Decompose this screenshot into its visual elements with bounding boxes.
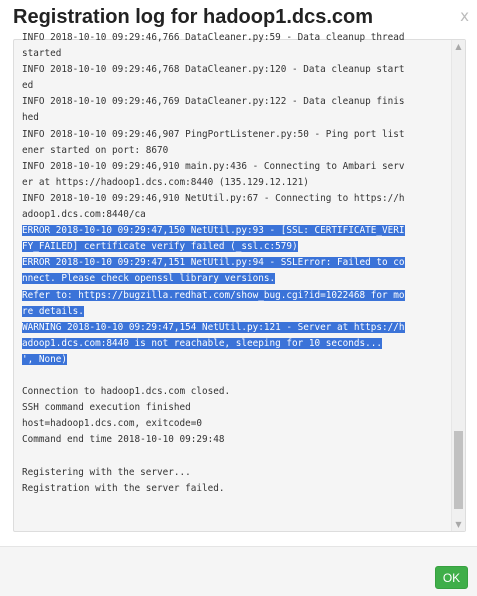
- log-line-text: started: [22, 48, 62, 60]
- log-line: [22, 416, 452, 432]
- log-line-text-selected: ', None): [22, 353, 68, 365]
- log-line: [22, 400, 452, 416]
- log-line-text: INFO 2018-10-10 09:29:46,910 NetUtil.py:67 - Connecting to https://h: [22, 192, 405, 204]
- log-line-text-selected: nnect. Please check openssl library versions.: [22, 273, 276, 285]
- log-line: [22, 143, 452, 159]
- log-line-text: host=hadoop1.dcs.com, exitcode=0: [22, 418, 203, 430]
- log-line: [22, 481, 452, 497]
- log-line-text: ed: [22, 80, 34, 92]
- log-line-text: Connection to hadoop1.dcs.com closed.: [22, 386, 231, 398]
- log-line-text: INFO 2018-10-10 09:29:46,768 DataCleaner.py:120 - Data cleanup start: [22, 64, 405, 76]
- log-line-text: SSH command execution finished: [22, 402, 191, 414]
- log-line-text: Command end time 2018-10-10 09:29:48: [22, 434, 225, 446]
- log-line: [22, 368, 452, 384]
- log-line-text: ener started on port: 8670: [22, 144, 169, 156]
- log-line-text: hed: [22, 112, 39, 124]
- log-line: [22, 336, 452, 352]
- log-line: [22, 78, 452, 94]
- log-line-text: Registering with the server...: [22, 466, 191, 478]
- log-line: [22, 110, 452, 126]
- close-button[interactable]: x: [460, 7, 469, 25]
- log-line: [22, 207, 452, 223]
- log-line-text: er at https://hadoop1.dcs.com:8440 (135.129.12.121): [22, 176, 309, 188]
- log-line-text: INFO 2018-10-10 09:29:46,910 main.py:436 - Connecting to Ambari serv: [22, 160, 405, 172]
- log-line-text: INFO 2018-10-10 09:29:46,907 PingPortListener.py:50 - Ping port list: [22, 128, 405, 140]
- log-line: [22, 175, 452, 191]
- log-line: [22, 239, 452, 255]
- log-line: [22, 465, 452, 481]
- log-line: [22, 62, 452, 78]
- scrollbar-thumb[interactable]: [454, 431, 463, 509]
- log-line: [22, 320, 452, 336]
- log-line: [22, 223, 452, 239]
- log-line: [22, 30, 452, 46]
- log-line: [22, 304, 452, 320]
- log-text[interactable]: [22, 30, 452, 497]
- log-output-box[interactable]: [13, 32, 466, 532]
- log-line: [22, 191, 452, 207]
- log-line-text-selected: Refer to: https://bugzilla.redhat.com/show_bug.cgi?id=1022468 for mo: [22, 289, 405, 301]
- log-line: [22, 127, 452, 143]
- log-scrollbar[interactable]: [451, 40, 465, 531]
- log-line: [22, 46, 452, 62]
- log-line-text: adoop1.dcs.com:8440/ca: [22, 209, 146, 221]
- log-line-text-selected: adoop1.dcs.com:8440 is not reachable, sleeping for 10 seconds...: [22, 337, 383, 349]
- log-line-text: INFO 2018-10-10 09:29:46,769 DataCleaner.py:122 - Data cleanup finis: [22, 96, 405, 108]
- log-line: [22, 384, 452, 400]
- log-line: [22, 352, 452, 368]
- dialog-footer: [0, 547, 477, 596]
- log-line-text-selected: ERROR 2018-10-10 09:29:47,151 NetUtil.py:94 - SSLError: Failed to co: [22, 257, 405, 269]
- log-line-text-selected: WARNING 2018-10-10 09:29:47,154 NetUtil.py:121 - Server at https://h: [22, 321, 405, 333]
- log-line-text: INFO 2018-10-10 09:29:46,766 DataCleaner.py:59 - Data cleanup thread: [22, 32, 405, 43]
- log-line: [22, 271, 452, 287]
- log-line: [22, 432, 452, 448]
- log-line: [22, 159, 452, 175]
- log-line-text-selected: ERROR 2018-10-10 09:29:47,150 NetUtil.py:93 - [SSL: CERTIFICATE_VERI: [22, 225, 405, 237]
- log-line: [22, 448, 452, 464]
- log-line: [22, 288, 452, 304]
- ok-button[interactable]: OK: [435, 566, 468, 589]
- arrow-down-icon[interactable]: ▼: [455, 520, 462, 529]
- log-line: [22, 94, 452, 110]
- log-line-text-selected: re details.: [22, 305, 84, 317]
- arrow-up-icon[interactable]: ▲: [455, 42, 462, 51]
- log-line-text: Registration with the server failed.: [22, 482, 225, 494]
- log-line: [22, 255, 452, 271]
- dialog-title: Registration log for hadoop1.dcs.com: [13, 6, 374, 28]
- log-line-text-selected: FY_FAILED] certificate verify failed (_ssl.c:579): [22, 241, 298, 253]
